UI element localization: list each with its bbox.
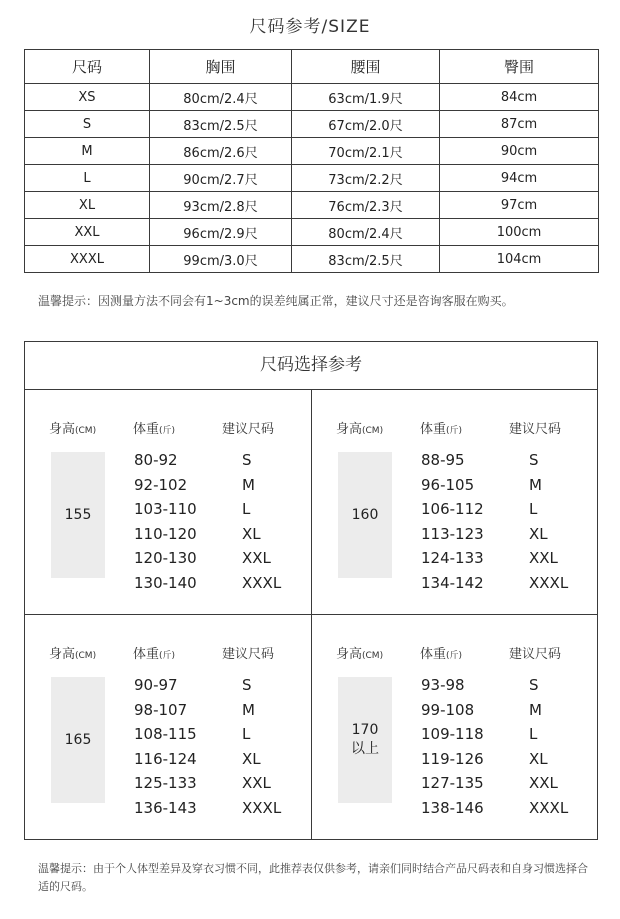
suggested-size: XL — [529, 749, 548, 768]
list-item — [421, 673, 591, 698]
weight-range: 113-123 — [421, 524, 484, 543]
list-item — [421, 771, 591, 796]
list-item — [421, 747, 591, 772]
cell-waist: 76cm/2.3尺 — [292, 192, 440, 219]
list-item — [134, 673, 304, 698]
weight-range: 88-95 — [421, 451, 465, 469]
size-table — [24, 49, 599, 273]
list-item — [134, 698, 304, 723]
cell-chest: 80cm/2.4尺 — [150, 84, 292, 111]
recommendation-note: 温馨提示：由于个人体型差异及穿衣习惯不同，此推荐表仅供参考，请亲们同时结合产品尺码表和自身习惯选择合适的尺码。 — [38, 862, 588, 893]
table-row — [25, 138, 599, 165]
cell-hip: 90cm — [440, 138, 599, 165]
weight-range: 99-108 — [421, 700, 475, 719]
cell-waist: 73cm/2.2尺 — [292, 165, 440, 192]
suggested-size: XXL — [529, 774, 558, 793]
header-height-label: 身高 — [336, 647, 363, 662]
height-value: 155 — [64, 506, 92, 523]
height-value: 165 — [64, 731, 92, 748]
weight-range: 125-133 — [134, 774, 197, 793]
cell-chest: 99cm/3.0尺 — [150, 246, 292, 273]
size-guide-panel — [25, 390, 311, 614]
suggested-size: M — [242, 700, 255, 719]
suggested-size: XXL — [242, 549, 271, 568]
weight-range: 124-133 — [421, 549, 484, 568]
suggested-size: L — [529, 500, 538, 519]
list-item — [421, 497, 591, 522]
header-weight-label: 体重 — [420, 647, 447, 662]
list-item — [134, 722, 304, 747]
weight-range: 136-143 — [134, 798, 197, 817]
cell-size: XL — [25, 192, 150, 219]
weight-range: 90-97 — [134, 676, 178, 694]
weight-range: 98-107 — [134, 700, 188, 719]
suggested-size: XXL — [529, 549, 558, 568]
header-weight — [420, 643, 462, 662]
header-height — [49, 418, 96, 437]
weight-range: 138-146 — [421, 798, 484, 817]
table-row — [25, 84, 599, 111]
suggested-size: XL — [529, 524, 548, 543]
suggested-size: L — [242, 500, 251, 519]
header-suggested-size: 建议尺码 — [222, 422, 275, 437]
list-item — [134, 796, 304, 821]
cell-hip: 104cm — [440, 246, 599, 273]
suggested-size: XXXL — [242, 573, 282, 592]
size-guide — [24, 341, 598, 840]
cell-size: M — [25, 138, 150, 165]
header-height — [336, 418, 383, 437]
header-weight — [420, 418, 462, 437]
table-row — [25, 165, 599, 192]
suggested-size: XL — [242, 749, 261, 768]
cell-waist: 80cm/2.4尺 — [292, 219, 440, 246]
table-row — [25, 111, 599, 138]
suggested-size: XL — [242, 524, 261, 543]
weight-size-list — [134, 448, 304, 596]
cell-hip: 100cm — [440, 219, 599, 246]
measurement-note: 温馨提示：因测量方法不同会有1~3cm的误差纯属正常，建议尺寸还是咨询客服在购买。 — [38, 294, 514, 308]
suggested-size: L — [242, 725, 251, 744]
cell-waist: 63cm/1.9尺 — [292, 84, 440, 111]
cell-hip: 94cm — [440, 165, 599, 192]
weight-range: 120-130 — [134, 549, 197, 568]
header-weight-unit: (斤) — [159, 651, 176, 661]
header-suggested-size: 建议尺码 — [509, 647, 562, 662]
cell-hip: 97cm — [440, 192, 599, 219]
weight-range: 134-142 — [421, 573, 484, 592]
cell-waist: 67cm/2.0尺 — [292, 111, 440, 138]
header-weight — [133, 418, 175, 437]
cell-size: S — [25, 111, 150, 138]
list-item — [421, 722, 591, 747]
weight-range: 130-140 — [134, 573, 197, 592]
cell-hip: 87cm — [440, 111, 599, 138]
weight-range: 106-112 — [421, 500, 484, 519]
suggested-size: L — [529, 725, 538, 744]
weight-range: 103-110 — [134, 500, 197, 519]
weight-range: 92-102 — [134, 475, 188, 494]
list-item — [134, 571, 304, 596]
header-suggested-size: 建议尺码 — [509, 422, 562, 437]
cell-chest: 83cm/2.5尺 — [150, 111, 292, 138]
header-weight-label: 体重 — [133, 647, 160, 662]
list-item — [134, 448, 304, 473]
header-height-unit: (CM) — [362, 651, 384, 661]
list-item — [134, 473, 304, 498]
col-header-size: 尺码 — [25, 50, 150, 84]
table-row — [25, 219, 599, 246]
cell-chest: 93cm/2.8尺 — [150, 192, 292, 219]
height-box — [51, 677, 105, 803]
cell-waist: 70cm/2.1尺 — [292, 138, 440, 165]
list-item — [421, 571, 591, 596]
suggested-size: XXXL — [529, 798, 569, 817]
suggested-size: S — [529, 676, 539, 694]
header-height-label: 身高 — [336, 422, 363, 437]
table-row — [25, 246, 599, 273]
cell-size: XS — [25, 84, 150, 111]
list-item — [421, 546, 591, 571]
header-suggested-size: 建议尺码 — [222, 647, 275, 662]
height-box — [338, 452, 392, 578]
header-weight-unit: (斤) — [446, 426, 463, 436]
cell-chest: 90cm/2.7尺 — [150, 165, 292, 192]
cell-size: L — [25, 165, 150, 192]
weight-size-list — [134, 673, 304, 821]
col-header-waist: 腰围 — [292, 50, 440, 84]
weight-range: 109-118 — [421, 725, 484, 744]
list-item — [421, 522, 591, 547]
suggested-size: XXL — [242, 774, 271, 793]
list-item — [421, 448, 591, 473]
cell-hip: 84cm — [440, 84, 599, 111]
weight-range: 119-126 — [421, 749, 484, 768]
suggested-size: M — [529, 700, 542, 719]
header-weight-unit: (斤) — [446, 651, 463, 661]
weight-range: 110-120 — [134, 524, 197, 543]
suggested-size: M — [529, 475, 542, 494]
page-title: 尺码参考/SIZE — [249, 17, 371, 37]
list-item — [134, 497, 304, 522]
height-box — [51, 452, 105, 578]
suggested-size: S — [529, 451, 539, 469]
weight-range: 80-92 — [134, 451, 178, 469]
list-item — [134, 747, 304, 772]
header-height — [336, 643, 383, 662]
list-item — [421, 796, 591, 821]
header-weight-label: 体重 — [420, 422, 447, 437]
size-guide-panel — [312, 390, 598, 614]
weight-range: 127-135 — [421, 774, 484, 793]
cell-size: XXL — [25, 219, 150, 246]
header-height-label: 身高 — [49, 647, 76, 662]
weight-range: 93-98 — [421, 676, 465, 694]
weight-size-list — [421, 448, 591, 596]
weight-range: 116-124 — [134, 749, 197, 768]
header-height-label: 身高 — [49, 422, 76, 437]
size-guide-panel — [25, 615, 311, 839]
weight-size-list — [421, 673, 591, 821]
height-value: 160 — [351, 506, 379, 523]
header-weight-unit: (斤) — [159, 426, 176, 436]
weight-range: 96-105 — [421, 475, 475, 494]
list-item — [421, 698, 591, 723]
col-header-chest: 胸围 — [150, 50, 292, 84]
header-height-unit: (CM) — [362, 426, 384, 436]
table-row — [25, 192, 599, 219]
cell-chest: 96cm/2.9尺 — [150, 219, 292, 246]
suggested-size: S — [242, 676, 252, 694]
list-item — [134, 522, 304, 547]
weight-range: 108-115 — [134, 725, 197, 744]
cell-size: XXXL — [25, 246, 150, 273]
size-guide-panel — [312, 615, 598, 839]
size-guide-title: 尺码选择参考 — [25, 342, 597, 390]
list-item — [134, 771, 304, 796]
col-header-hip: 臀围 — [440, 50, 599, 84]
header-height-unit: (CM) — [75, 651, 97, 661]
suggested-size: S — [242, 451, 252, 469]
suggested-size: XXXL — [529, 573, 569, 592]
height-value: 170 — [351, 722, 379, 738]
list-item — [134, 546, 304, 571]
suggested-size: XXXL — [242, 798, 282, 817]
height-suffix: 以上 — [351, 741, 379, 757]
suggested-size: M — [242, 475, 255, 494]
header-weight — [133, 643, 175, 662]
header-height-unit: (CM) — [75, 426, 97, 436]
cell-waist: 83cm/2.5尺 — [292, 246, 440, 273]
cell-chest: 86cm/2.6尺 — [150, 138, 292, 165]
size-table-header-row — [25, 50, 599, 84]
height-box — [338, 677, 392, 803]
header-height — [49, 643, 96, 662]
header-weight-label: 体重 — [133, 422, 160, 437]
list-item — [421, 473, 591, 498]
